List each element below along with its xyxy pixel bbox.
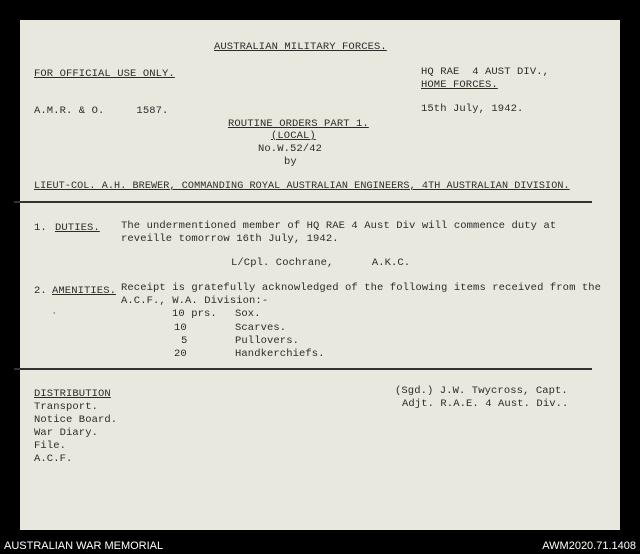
orders-title: ROUTINE ORDERS PART 1. (228, 118, 369, 130)
order-date: 15th July, 1942. (421, 103, 524, 115)
amenity-item-1: Sox. (235, 308, 261, 320)
item1-number: 1. (34, 222, 47, 234)
signature-line-1: (Sgd.) J.W. Twycross, Capt. (395, 385, 568, 397)
distribution-item-1: Transport. (34, 401, 99, 413)
item1-person: L/Cpl. Cochrane, A.K.C. (231, 257, 411, 269)
hq-line-1: HQ RAE 4 AUST DIV., (421, 66, 550, 78)
header-title: AUSTRALIAN MILITARY FORCES. (214, 41, 387, 53)
margin-mark: ʿ (51, 312, 58, 324)
commander-line: LIEUT-COL. A.H. BREWER, COMMANDING ROYAL AUSTRALIAN ENGINEERS, 4TH AUSTRALIAN DIVISION. (34, 181, 570, 192)
item1-line1: The undermentioned member of HQ RAE 4 Aust Div will commence duty at (121, 220, 557, 232)
orders-by: by (284, 156, 297, 168)
orders-local: (LOCAL) (271, 130, 316, 142)
amenity-item-3: Pullovers. (235, 335, 300, 347)
distribution-item-5: A.C.F. (34, 453, 73, 465)
item2-line1: Receipt is gratefully acknowledged of the following items received from the (121, 282, 602, 294)
item2-heading: AMENITIES. (52, 285, 117, 297)
distribution-item-3: War Diary. (34, 427, 99, 439)
amenity-item-2: Scarves. (235, 322, 287, 334)
divider-bottom (14, 368, 592, 370)
orders-number: No.W.52/42 (258, 143, 323, 155)
amenity-qty-3: 5 (181, 335, 188, 347)
item1-heading: DUTIES. (55, 222, 100, 234)
distribution-item-4: File. (34, 440, 67, 452)
hq-line-2: HOME FORCES. (421, 79, 498, 91)
item2-line2: A.C.F., W.A. Division:- (121, 295, 269, 307)
document-page (20, 20, 620, 530)
distribution-item-2: Notice Board. (34, 414, 118, 426)
amr-reference: A.M.R. & O. 1587. (34, 105, 169, 117)
distribution-heading: DISTRIBUTION (34, 388, 111, 400)
amenity-qty-4: 20 (174, 348, 187, 360)
amenity-qty-1: 10 prs. (172, 308, 217, 320)
signature-line-2: Adjt. R.A.E. 4 Aust. Div.. (402, 398, 569, 410)
footer-credit: AUSTRALIAN WAR MEMORIAL (4, 540, 164, 552)
item2-number: 2. (34, 285, 47, 297)
divider-top (14, 201, 592, 203)
amenity-item-4: Handkerchiefs. (235, 348, 325, 360)
official-use-label: FOR OFFICIAL USE ONLY. (34, 68, 175, 80)
item1-line2: reveille tomorrow 16th July, 1942. (121, 233, 339, 245)
footer-accession: AWM2020.71.1408 (542, 540, 636, 552)
amenity-qty-2: 10 (174, 322, 187, 334)
